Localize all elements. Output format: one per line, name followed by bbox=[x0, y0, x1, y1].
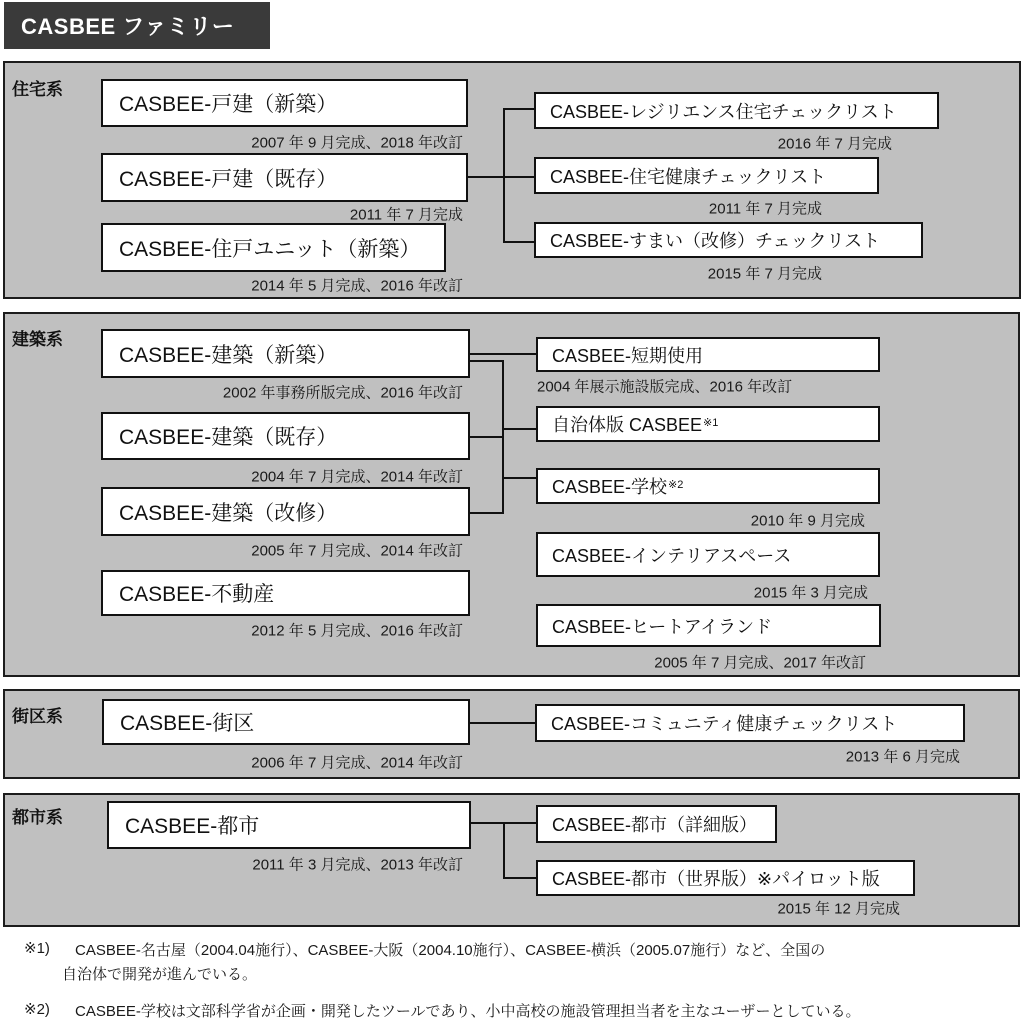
node-real-estate bbox=[101, 570, 470, 616]
footnote-1-text-cont: 自治体で開発が進んでいる。 bbox=[62, 966, 258, 983]
node-label: CASBEE-コミュニティ健康チェックリスト bbox=[551, 714, 898, 734]
node-caption: 2004 年展示施設版完成、2016 年改訂 bbox=[537, 378, 793, 396]
node-caption: 2004 年 7 月完成、2014 年改訂 bbox=[251, 468, 463, 486]
node-label: CASBEE-都市 bbox=[125, 815, 260, 838]
node-label: CASBEE-都市（詳細版） bbox=[552, 815, 758, 835]
node-urban-development bbox=[102, 699, 470, 745]
node-label: CASBEE-戸建（既存） bbox=[119, 167, 338, 191]
connector-line bbox=[470, 360, 504, 362]
section-label-housing: 住宅系 bbox=[12, 80, 63, 99]
node-city-detailed bbox=[536, 805, 777, 843]
node-caption: 2005 年 7 月完成、2014 年改訂 bbox=[251, 542, 463, 560]
connector-line bbox=[502, 428, 536, 430]
footnote-ref: ※1 bbox=[703, 416, 719, 429]
node-label: CASBEE-短期使用 bbox=[552, 345, 704, 366]
node-label: CASBEE-不動産 bbox=[119, 583, 275, 606]
connector-line bbox=[503, 108, 505, 243]
node-school bbox=[536, 468, 880, 504]
node-interior-space bbox=[536, 532, 880, 577]
node-community-health-checklist bbox=[535, 704, 965, 742]
node-label: CASBEE-街区 bbox=[120, 712, 255, 735]
connector-line bbox=[503, 108, 534, 110]
node-label: CASBEE-インテリアスペース bbox=[552, 545, 792, 566]
node-health-checklist bbox=[534, 157, 879, 194]
node-caption: 2011 年 7 月完成 bbox=[708, 200, 822, 218]
footnote-1-mark: ※1) bbox=[24, 940, 50, 957]
node-label: 自治体版 CASBEE bbox=[552, 415, 703, 435]
connector-line bbox=[468, 176, 534, 178]
footnote-1-text: CASBEE-名古屋（2004.04施行）、CASBEE-大阪（2004.10施行）、CASBEE-横浜（2005.07施行）など、全国の bbox=[75, 942, 826, 959]
section-label-district: 街区系 bbox=[12, 707, 63, 726]
node-caption: 2005 年 7 月完成、2017 年改訂 bbox=[654, 654, 866, 672]
connector-line bbox=[503, 877, 536, 879]
node-caption: 2012 年 5 月完成、2016 年改訂 bbox=[251, 622, 463, 640]
node-label: CASBEE-レジリエンス住宅チェックリスト bbox=[550, 101, 897, 122]
connector-line bbox=[503, 822, 505, 879]
node-label: CASBEE-住戸ユニット（新築） bbox=[119, 237, 421, 261]
node-city-world bbox=[536, 860, 915, 896]
diagram-title bbox=[4, 2, 270, 49]
node-dwelling-unit-new bbox=[101, 223, 446, 272]
node-building-existing bbox=[101, 412, 470, 460]
node-caption: 2007 年 9 月完成、2018 年改訂 bbox=[251, 134, 463, 152]
node-detached-existing bbox=[101, 153, 468, 202]
node-caption: 2014 年 5 月完成、2016 年改訂 bbox=[251, 277, 463, 295]
section-label-building: 建築系 bbox=[12, 330, 63, 349]
connector-line bbox=[470, 353, 536, 355]
node-label: CASBEE-建築（既存） bbox=[119, 426, 338, 449]
node-label: CASBEE-住宅健康チェックリスト bbox=[550, 166, 827, 187]
node-caption: 2011 年 3 月完成、2013 年改訂 bbox=[252, 856, 463, 874]
footnote-2-text: CASBEE-学校は文部科学省が企画・開発したツールであり、小中高校の施設管理担当者を主なユーザーとしている。 bbox=[75, 1003, 861, 1020]
connector-line bbox=[503, 241, 534, 243]
node-city bbox=[107, 801, 471, 849]
connector-line bbox=[470, 436, 504, 438]
node-caption: 2013 年 6 月完成 bbox=[845, 748, 960, 766]
node-temporary-construction bbox=[536, 337, 880, 372]
connector-line bbox=[470, 512, 504, 514]
node-building-new bbox=[101, 329, 470, 378]
footnote-2-mark: ※2) bbox=[24, 1001, 50, 1018]
node-building-renovation bbox=[101, 487, 470, 536]
node-caption: 2015 年 7 月完成 bbox=[707, 265, 822, 283]
node-label: CASBEE-建築（新築） bbox=[119, 343, 338, 367]
connector-line bbox=[470, 722, 535, 724]
node-label: CASBEE-すまい（改修）チェックリスト bbox=[550, 231, 881, 251]
node-label: CASBEE-建築（改修） bbox=[119, 501, 338, 525]
node-caption: 2015 年 12 月完成 bbox=[777, 900, 900, 918]
node-caption: 2010 年 9 月完成 bbox=[750, 512, 865, 530]
node-label: CASBEE-学校 bbox=[552, 477, 668, 497]
node-heat-island bbox=[536, 604, 881, 647]
node-label: CASBEE-戸建（新築） bbox=[119, 93, 338, 116]
node-label: CASBEE-都市（世界版）※パイロット版 bbox=[552, 869, 880, 889]
footnote-ref: ※2 bbox=[668, 478, 684, 491]
diagram-title-text: CASBEE ファミリー bbox=[21, 14, 235, 39]
node-caption: 2015 年 3 月完成 bbox=[753, 584, 868, 602]
node-local-government-version bbox=[536, 406, 880, 442]
node-detached-new bbox=[101, 79, 468, 127]
node-caption: 2002 年事務所版完成、2016 年改訂 bbox=[222, 384, 463, 402]
connector-line bbox=[502, 477, 536, 479]
node-caption: 2016 年 7 月完成 bbox=[777, 135, 892, 153]
node-caption: 2006 年 7 月完成、2014 年改訂 bbox=[251, 754, 463, 772]
node-caption: 2011 年 7 月完成 bbox=[349, 206, 463, 224]
node-renovation-checklist bbox=[534, 222, 923, 258]
node-resilience-checklist bbox=[534, 92, 939, 129]
section-label-city: 都市系 bbox=[12, 808, 63, 827]
node-label: CASBEE-ヒートアイランド bbox=[552, 616, 773, 637]
